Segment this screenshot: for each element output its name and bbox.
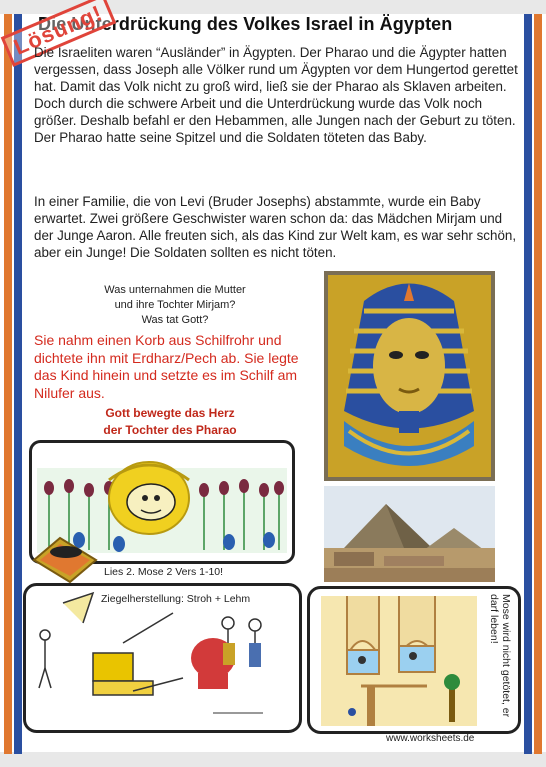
brick-caption: Ziegelherstellung: Stroh + Lehm bbox=[101, 593, 251, 605]
story-paragraph: In einer Familie, die von Levi (Bruder Josephs) abstammte, wurde ein Baby erwartet. Zwei größere Geschwister waren schon da: das Mädchen Mirjam und der Junge Aaron. Alle freuten sich, als das Kind zur Welt kam, es war sehr schön, aber ein Junge! Die Soldaten sollten es nicht töten. bbox=[34, 194, 517, 260]
footer-url: www.worksheets.de bbox=[386, 733, 475, 744]
question-line: Was tat Gott? bbox=[141, 314, 209, 326]
answer-text: Sie nahm einen Korb aus Schilfrohr und dichtete ihn mit Erdharz/Pech ab. Sie legte das Kind hinein und setzte es im Schilf am Nilufer aus. bbox=[34, 332, 299, 401]
left-orange-stripe bbox=[4, 14, 12, 754]
stamp-text: Lösung! bbox=[1, 0, 116, 67]
intro-paragraph: Die Israeliten waren “Ausländer” in Ägypten. Der Pharao und die Ägypter hatten vergessen, dass Joseph alle Völker rund um Ägypten vor dem Hungertod gerettet hat. Damit das Volk nicht zu groß wird, ließ sie der Pharao als Sklaven arbeiten. Doch durch die schwere Arbeit und die Unterdrückung wurde das Volk noch größer. Deshalb befahl er den Hebammen, alle Jungen nach der Geburt zu töten. Der Pharao hatte seine Spitzel und die Soldaten töteten das Baby. bbox=[34, 45, 518, 145]
bible-caption: Lies 2. Mose 2 Vers 1-10! bbox=[104, 566, 224, 578]
pharaoh-mask-image bbox=[324, 271, 495, 481]
god-line: Gott bewegte das Herz bbox=[105, 406, 235, 420]
pyramid-photo bbox=[324, 486, 495, 582]
bottom-bar bbox=[0, 752, 546, 767]
page-title: Die Unterdrückung des Volkes Israel in Ägypten bbox=[38, 14, 453, 34]
basket-icon bbox=[30, 530, 100, 585]
brick-making-drawing bbox=[23, 583, 302, 733]
question-line: und ihre Tochter Mirjam? bbox=[114, 299, 236, 311]
god-statement bbox=[60, 405, 280, 439]
question-line: Was unternahmen die Mutter bbox=[104, 284, 246, 296]
left-blue-stripe bbox=[14, 14, 22, 754]
god-line: der Tochter des Pharao bbox=[103, 423, 237, 437]
moses-caption: Mose wird nicht getötet, er darf leben! bbox=[488, 594, 512, 718]
right-orange-stripe bbox=[534, 14, 542, 754]
question-block bbox=[60, 283, 290, 328]
right-blue-stripe bbox=[524, 14, 532, 754]
